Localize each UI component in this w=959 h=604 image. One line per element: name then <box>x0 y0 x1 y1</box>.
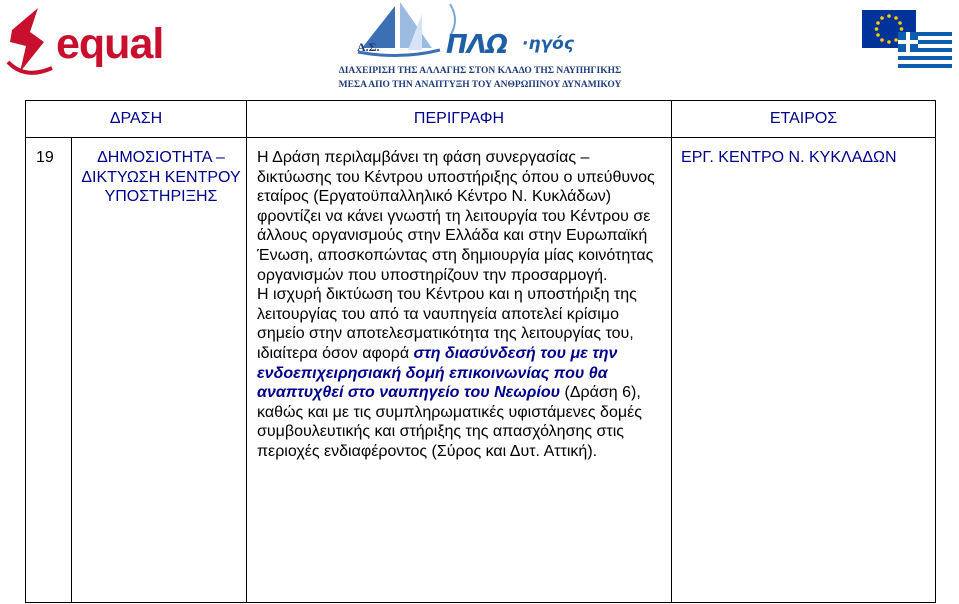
table-header-row <box>26 101 936 138</box>
description-text-end: (Δράση 6), καθώς και με τις συμπληρωματικές υφιστάμενες δομές συμβουλευτικής και στήριξης της απασχόλησης στις περιοχές ενδιαφέροντος (Σύρος και Δυτ. Αττική). <box>257 384 642 460</box>
header-action: ΔΡΑΣΗ <box>26 101 247 138</box>
table-row <box>26 138 936 603</box>
description-emphasis: στη διασύνδεσή του με την ενδοεπιχειρησιακή δομή επικοινωνίας που θα αναπτυχθεί στο ναυπηγείο του Νεωρίου <box>257 344 618 402</box>
header-description: ΠΕΡΙΓΡΑΦΗ <box>247 101 672 138</box>
actions-table <box>25 100 936 603</box>
action-description <box>247 138 672 603</box>
description-text: Η ισχυρή δικτύωση του Κέντρου και η υποστήριξη της λειτουργίας του από τα ναυπηγεία αποτελεί κρίσιμο σημείο στην αποτελεσματικότητα της λειτουργίας του, ιδιαίτερα όσον αφορά <box>257 286 637 362</box>
row-number: 19 <box>26 138 72 603</box>
header-partner: ΕΤΑΙΡΟΣ <box>672 101 936 138</box>
equal-logo-text: equal <box>56 20 164 68</box>
eu-greece-flags <box>858 6 958 70</box>
header-subtitle-line-2: ΜΕΣΑ ΑΠΟ ΤΗΝ ΑΝΑΠΤΥΞΗ ΤΟΥ ΑΝΘΡΩΠΙΝΟΥ ΔΥΝΑΜΙΚΟΥ <box>338 80 622 90</box>
action-name: ΔΗΜΟΣΙΟΤΗΤΑ – ΔΙΚΤΥΩΣΗ ΚΕΝΤΡΟΥ ΥΠΟΣΤΗΡΙΞΗΣ <box>72 138 247 603</box>
brand-suffix: ·ηγός <box>522 34 574 54</box>
description-paragraph-2 <box>257 285 661 461</box>
description-paragraph-1: Η Δράση περιλαμβάνει τη φάση συνεργασίας – δικτύωσης του Κέντρου υποστήριξης όπου ο υπεύθυνος εταίρος (Εργατοϋπαλληλικό Κέντρο Ν. Κυκλάδων) φροντίζει να κάνει γνωστή τη λειτουργία του Κέντρου σε άλλους οργανισμούς στην Ελλάδα και στην Ευρωπαϊκή Ένωση, αποσκοπώντας στη δημιουργία μίας κοινότητας οργανισμών που υποστηρίζουν την προσαρμογή. <box>257 149 655 284</box>
greek-flag-icon <box>898 32 952 68</box>
partner-name: ΕΡΓ. ΚΕΝΤΡΟ Ν. ΚΥΚΛΑΔΩΝ <box>672 138 936 603</box>
brand-name: ΠΛΩ <box>446 30 507 60</box>
header-subtitle-line-1: ΔΙΑΧΕΙΡΙΣΗ ΤΗΣ ΑΛΛΑΓΗΣ ΣΤΟΝ ΚΛΑΔΟ ΤΗΣ ΝΑΥΠΗΓΙΚΗΣ <box>338 66 622 76</box>
org-abbreviation: Α.Σ. <box>357 40 380 54</box>
